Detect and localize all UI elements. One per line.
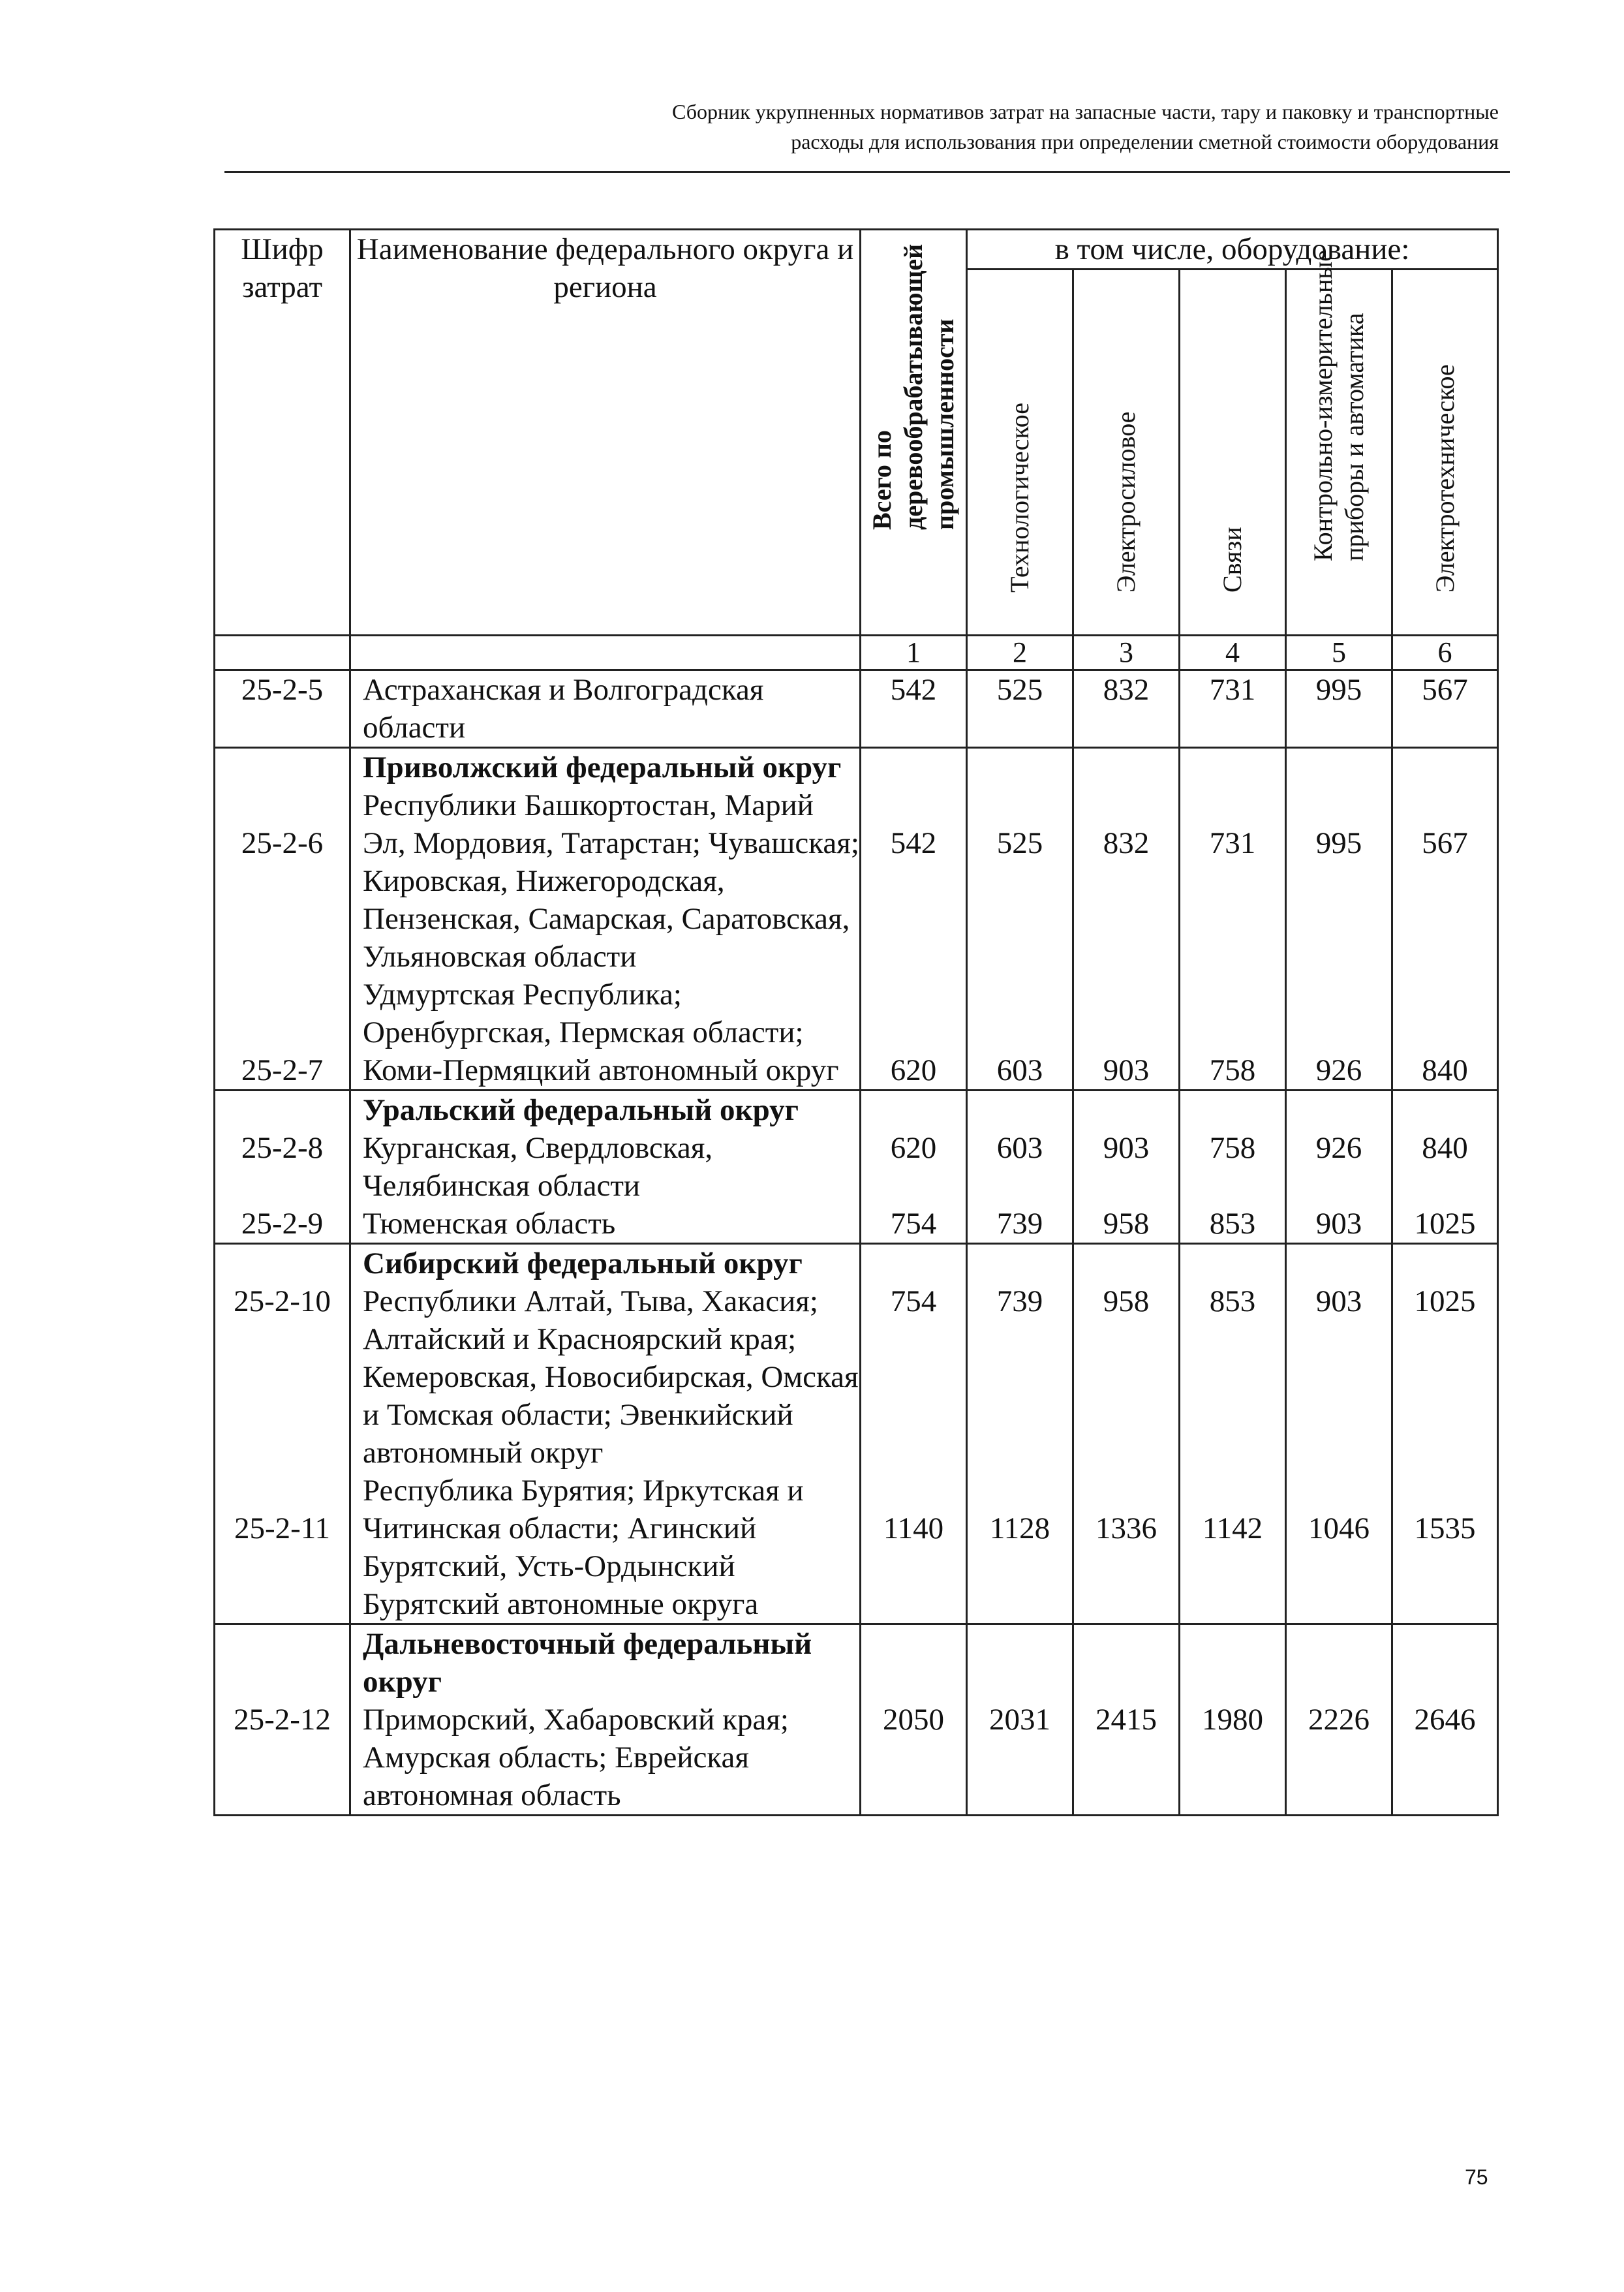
document-header xyxy=(455,97,1499,157)
header-col-6-label: Электротехническое xyxy=(1430,364,1460,593)
codes-cell xyxy=(215,1244,350,1624)
row-value: 995 xyxy=(1315,826,1362,860)
header-col-2-label: Технологическое xyxy=(1005,402,1034,593)
row-value: 995 xyxy=(1286,670,1392,748)
row-value: 603 xyxy=(996,1053,1043,1087)
row-code: 25-2-6 xyxy=(241,826,324,860)
row-value: 903 xyxy=(1103,1131,1150,1165)
values-cell xyxy=(1073,748,1180,1091)
values-cell xyxy=(1180,1244,1286,1624)
row-name: Приморский, Хабаровский края; Амурская область; Еврейская автономная область xyxy=(363,1703,789,1812)
values-cell xyxy=(1392,1624,1498,1816)
row-value: 731 xyxy=(1209,826,1256,860)
header-col-4 xyxy=(1180,270,1286,636)
row-value: 2646 xyxy=(1414,1703,1476,1737)
row-value: 853 xyxy=(1209,1207,1256,1241)
values-cell xyxy=(861,1244,967,1624)
header-col-2 xyxy=(967,270,1073,636)
values-cell xyxy=(1286,1244,1392,1624)
row-value: 853 xyxy=(1209,1284,1256,1318)
row-value: 1025 xyxy=(1414,1284,1476,1318)
row-value: 903 xyxy=(1103,1053,1150,1087)
district-title: Сибирский федеральный округ xyxy=(363,1247,803,1280)
column-number: 5 xyxy=(1286,636,1392,670)
values-cell xyxy=(861,748,967,1091)
values-cell xyxy=(1073,1624,1180,1816)
row-value: 620 xyxy=(890,1053,937,1087)
row-value: 542 xyxy=(890,826,937,860)
values-cell xyxy=(861,1624,967,1816)
header-col-4-label: Связи xyxy=(1218,527,1247,593)
row-name: Республика Бурятия; Иркутская и Читинская области; Агинский Бурятский, Усть-Ордынский Бурятский автономные округа xyxy=(363,1474,804,1621)
column-number: 1 xyxy=(861,636,967,670)
values-cell xyxy=(1286,1091,1392,1244)
values-cell xyxy=(1392,1091,1498,1244)
row-value: 1336 xyxy=(1095,1511,1157,1545)
values-cell xyxy=(1073,1244,1180,1624)
row-value: 958 xyxy=(1103,1284,1150,1318)
column-number: 3 xyxy=(1073,636,1180,670)
column-number-blank xyxy=(350,636,861,670)
column-number-blank xyxy=(215,636,350,670)
header-group: в том числе, оборудование: xyxy=(967,230,1498,270)
row-value: 926 xyxy=(1315,1131,1362,1165)
row-value: 1046 xyxy=(1308,1511,1370,1545)
page-number: 75 xyxy=(1465,2165,1488,2189)
row-value: 525 xyxy=(996,826,1043,860)
values-cell xyxy=(967,1244,1073,1624)
row-value: 2050 xyxy=(883,1703,944,1737)
row-value: 739 xyxy=(996,1207,1043,1241)
row-value: 840 xyxy=(1422,1131,1468,1165)
values-cell xyxy=(1180,748,1286,1091)
values-cell xyxy=(1392,748,1498,1091)
column-number: 6 xyxy=(1392,636,1498,670)
row-value: 567 xyxy=(1392,670,1498,748)
row-name: Удмуртская Республика; Оренбургская, Пермская области; Коми-Пермяцкий автономный округ xyxy=(363,978,839,1087)
row-value: 903 xyxy=(1315,1284,1362,1318)
names-cell xyxy=(350,1091,861,1244)
row-value: 758 xyxy=(1209,1131,1256,1165)
row-name: Тюменская область xyxy=(363,1207,616,1241)
row-value: 958 xyxy=(1103,1207,1150,1241)
row-code: 25-2-8 xyxy=(241,1131,324,1165)
header-divider xyxy=(224,171,1510,173)
row-value: 1980 xyxy=(1202,1703,1263,1737)
row-code: 25-2-11 xyxy=(234,1511,331,1545)
row-code: 25-2-7 xyxy=(241,1053,324,1087)
values-cell xyxy=(967,748,1073,1091)
header-col-6 xyxy=(1392,270,1498,636)
row-value: 832 xyxy=(1103,826,1150,860)
row-value: 926 xyxy=(1315,1053,1362,1087)
row-value: 1025 xyxy=(1414,1207,1476,1241)
codes-cell xyxy=(215,748,350,1091)
row-value: 840 xyxy=(1422,1053,1468,1087)
column-numbers-row xyxy=(215,636,1498,670)
header-name: Наименование федерального округа и региона xyxy=(350,230,861,636)
codes-cell xyxy=(215,1624,350,1816)
names-cell xyxy=(350,1624,861,1816)
row-value: 1140 xyxy=(883,1511,944,1545)
header-line-2: расходы для использования при определении сметной стоимости оборудования xyxy=(791,130,1499,153)
values-cell xyxy=(967,1091,1073,1244)
row-code: 25-2-10 xyxy=(234,1284,331,1318)
row-value: 731 xyxy=(1180,670,1286,748)
header-col-3 xyxy=(1073,270,1180,636)
district-title: Дальневосточный федеральный округ xyxy=(363,1627,812,1699)
row-value: 1128 xyxy=(989,1511,1050,1545)
header-col-5-label: Контрольно-измерительные приборы и автоматика xyxy=(1308,249,1369,561)
row-value: 754 xyxy=(890,1284,937,1318)
row-name: Республики Башкортостан, Марий Эл, Мордовия, Татарстан; Чувашская; Кировская, Нижегородская, Пензенская, Самарская, Саратовская, Ульяновская области xyxy=(363,788,859,974)
table-row-group-urals xyxy=(215,1091,1498,1244)
values-cell xyxy=(1286,1624,1392,1816)
values-cell xyxy=(861,1091,967,1244)
row-value: 620 xyxy=(890,1131,937,1165)
table-row-group-siberia xyxy=(215,1244,1498,1624)
row-value: 739 xyxy=(996,1284,1043,1318)
table-row-group-volga xyxy=(215,748,1498,1091)
values-cell xyxy=(1180,1624,1286,1816)
header-total xyxy=(861,230,967,636)
header-col-5 xyxy=(1286,249,1392,636)
row-code: 25-2-5 xyxy=(215,670,350,748)
row-value: 2415 xyxy=(1095,1703,1157,1737)
header-col-3-label: Электросиловое xyxy=(1111,411,1141,593)
names-cell xyxy=(350,1244,861,1624)
header-line-1: Сборник укрупненных нормативов затрат на запасные части, тару и паковку и транспортные xyxy=(671,100,1499,123)
header-code: Шифр затрат xyxy=(215,230,350,636)
values-cell xyxy=(1286,748,1392,1091)
district-title: Приволжский федеральный округ xyxy=(363,751,842,784)
row-value: 542 xyxy=(861,670,967,748)
row-value: 525 xyxy=(967,670,1073,748)
row-value: 603 xyxy=(996,1131,1043,1165)
row-value: 758 xyxy=(1209,1053,1256,1087)
values-cell xyxy=(1180,1091,1286,1244)
row-value: 2226 xyxy=(1308,1703,1370,1737)
values-cell xyxy=(967,1624,1073,1816)
row-code: 25-2-9 xyxy=(241,1207,324,1241)
row-name: Курганская, Свердловская, Челябинская области xyxy=(363,1131,713,1203)
row-value: 832 xyxy=(1073,670,1180,748)
row-value: 903 xyxy=(1315,1207,1362,1241)
table-row xyxy=(215,670,1498,748)
header-total-label: Всего по деревообрабатывающей промышленности xyxy=(867,243,959,530)
values-cell xyxy=(1392,1244,1498,1624)
table-row-group-far-east xyxy=(215,1624,1498,1816)
row-value: 2031 xyxy=(989,1703,1050,1737)
row-value: 1142 xyxy=(1202,1511,1263,1545)
row-value: 754 xyxy=(890,1207,937,1241)
row-value: 1535 xyxy=(1414,1511,1476,1545)
row-name: Астраханская и Волгоградская области xyxy=(350,670,861,748)
cost-norms-table xyxy=(213,228,1499,1816)
row-code: 25-2-12 xyxy=(234,1703,331,1737)
codes-cell xyxy=(215,1091,350,1244)
values-cell xyxy=(1073,1091,1180,1244)
column-number: 4 xyxy=(1180,636,1286,670)
district-title: Уральский федеральный округ xyxy=(363,1093,799,1127)
column-number: 2 xyxy=(967,636,1073,670)
names-cell xyxy=(350,748,861,1091)
row-name: Республики Алтай, Тыва, Хакасия; Алтайский и Красноярский края; Кемеровская, Новосибирская, Омская и Томская области; Эвенкийский автономный округ xyxy=(363,1284,859,1470)
row-value: 567 xyxy=(1422,826,1468,860)
